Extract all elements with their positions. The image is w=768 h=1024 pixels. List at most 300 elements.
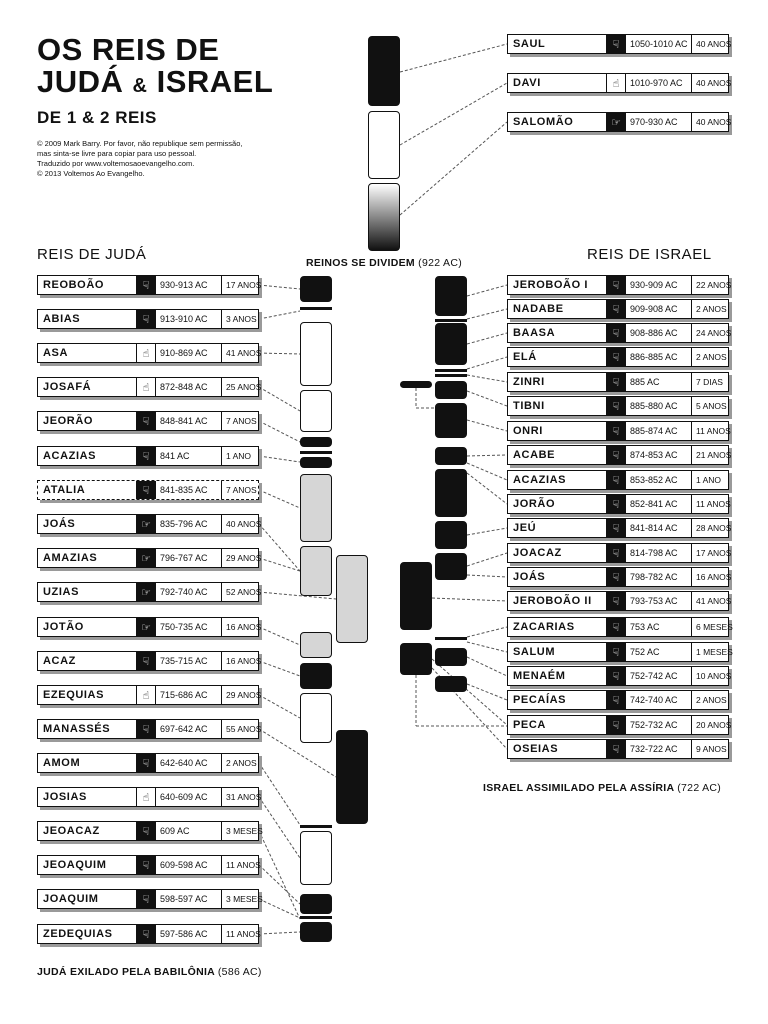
israel-timeline-bar bbox=[435, 469, 467, 517]
king-name: ACAZIAS bbox=[43, 450, 97, 462]
connector-line bbox=[467, 391, 507, 406]
king-name: ZINRI bbox=[513, 376, 545, 388]
reign-length: 11 ANOS bbox=[226, 929, 261, 939]
reign-dates: 796-767 AC bbox=[156, 549, 222, 567]
king-row-judah-4 bbox=[37, 411, 259, 431]
king-name: ZEDEQUIAS bbox=[43, 928, 113, 940]
credit-line: © 2009 Mark Barry. Por favor, não republique sem permissão, bbox=[37, 139, 243, 148]
reign-dates: 735-715 AC bbox=[156, 652, 222, 670]
thumbs-down-icon: ☟ bbox=[606, 592, 626, 610]
connector-line bbox=[259, 831, 300, 919]
reign-length: 29 ANOS bbox=[226, 690, 262, 700]
king-name: OSEIAS bbox=[513, 743, 559, 755]
judah-timeline-bar bbox=[300, 322, 332, 386]
king-name: EZEQUIAS bbox=[43, 689, 105, 701]
thumbs-down-icon: ☟ bbox=[606, 348, 626, 366]
king-row-judah-19 bbox=[37, 924, 259, 944]
credit-line: © 2013 Voltemos Ao Evangelho. bbox=[37, 169, 145, 178]
judah-timeline-bar bbox=[300, 457, 332, 468]
reign-length: 5 ANOS bbox=[696, 401, 727, 411]
thumbs-down-icon: ☟ bbox=[606, 324, 626, 342]
reign-length: 20 ANOS bbox=[696, 720, 732, 730]
israel-timeline-tick bbox=[435, 319, 467, 322]
king-name: JOÁS bbox=[43, 518, 76, 530]
king-row-united-2 bbox=[507, 112, 732, 132]
judah-timeline-bar bbox=[300, 474, 332, 542]
king-row-israel-2 bbox=[507, 323, 732, 343]
israel-timeline-tick bbox=[435, 369, 467, 372]
reign-length: 1 ANO bbox=[226, 451, 252, 461]
king-row-judah-12 bbox=[37, 685, 262, 705]
reign-length: 3 MESES bbox=[226, 894, 263, 904]
title-israel: ISRAEL bbox=[156, 64, 274, 99]
king-row-israel-18 bbox=[507, 715, 732, 735]
thumbs-down-icon: ☟ bbox=[136, 652, 156, 670]
connector-line bbox=[467, 375, 507, 382]
divided-year: (922 AC) bbox=[418, 257, 463, 269]
reign-dates: 609-598 AC bbox=[156, 856, 222, 874]
king-row-judah-15 bbox=[37, 787, 262, 807]
thumbs-down-icon: ☟ bbox=[606, 35, 626, 53]
thumbs-down-icon: ☟ bbox=[136, 447, 156, 465]
king-name: JEROBOÃO II bbox=[513, 595, 592, 607]
title-ampersand: & bbox=[132, 75, 148, 97]
reign-length: 11 ANOS bbox=[696, 426, 731, 436]
israel-timeline-bar bbox=[400, 562, 432, 630]
thumbs-down-icon: ☟ bbox=[606, 568, 626, 586]
king-row-united-1 bbox=[507, 73, 732, 93]
king-name: JEORÃO bbox=[43, 415, 94, 427]
king-row-judah-17 bbox=[37, 855, 259, 875]
reign-dates: 798-782 AC bbox=[626, 568, 692, 586]
israel-exile-year: (722 AC) bbox=[677, 782, 722, 794]
connector-line bbox=[467, 575, 507, 577]
israel-timeline-bar bbox=[435, 276, 467, 316]
reign-dates: 793-753 AC bbox=[626, 592, 692, 610]
thumbs-down-icon: ☟ bbox=[606, 544, 626, 562]
thumbs-down-icon: ☟ bbox=[606, 643, 626, 661]
reign-length: 40 ANOS bbox=[696, 39, 732, 49]
reign-dates: 852-841 AC bbox=[626, 495, 692, 513]
king-name: JOSAFÁ bbox=[43, 381, 92, 393]
king-name: ATALIA bbox=[43, 484, 86, 496]
king-name: JEOAQUIM bbox=[43, 859, 107, 871]
judah-timeline-bar bbox=[300, 390, 332, 432]
reign-dates: 597-586 AC bbox=[156, 925, 222, 943]
reign-dates: 848-841 AC bbox=[156, 412, 222, 430]
reign-dates: 853-852 AC bbox=[626, 471, 692, 489]
king-row-israel-11 bbox=[507, 543, 732, 563]
reign-length: 2 ANOS bbox=[696, 695, 727, 705]
king-name: JOÁS bbox=[513, 571, 546, 583]
reign-length: 2 ANOS bbox=[696, 304, 727, 314]
israel-timeline-tick bbox=[435, 637, 467, 640]
reign-dates: 872-848 AC bbox=[156, 378, 222, 396]
connector-line bbox=[467, 528, 507, 535]
reign-dates: 598-597 AC bbox=[156, 890, 222, 908]
divided-label: REINOS SE DIVIDEM bbox=[306, 257, 415, 269]
reign-length: 9 ANOS bbox=[696, 744, 727, 754]
reign-length: 3 MESES bbox=[226, 826, 263, 836]
reign-dates: 715-686 AC bbox=[156, 686, 222, 704]
reign-length: 25 ANOS bbox=[226, 382, 262, 392]
king-name: MANASSÉS bbox=[43, 723, 111, 735]
israel-timeline-bar bbox=[435, 381, 467, 399]
reign-length: 22 ANOS bbox=[696, 280, 732, 290]
king-row-israel-7 bbox=[507, 445, 732, 465]
king-name: UZIAS bbox=[43, 586, 79, 598]
king-row-israel-16 bbox=[507, 666, 732, 686]
judah-timeline-tick bbox=[300, 307, 332, 310]
king-row-judah-2 bbox=[37, 343, 262, 363]
connector-line bbox=[259, 627, 300, 645]
thumbs-up-icon: ☝ bbox=[136, 378, 156, 396]
reign-length: 40 ANOS bbox=[226, 519, 262, 529]
reign-dates: 885 AC bbox=[626, 373, 692, 391]
connector-line bbox=[467, 420, 507, 431]
judah-timeline-bar bbox=[300, 922, 332, 942]
king-row-israel-10 bbox=[507, 518, 732, 538]
israel-timeline-bar bbox=[435, 553, 467, 580]
reign-length: 11 ANOS bbox=[696, 499, 731, 509]
page-title bbox=[37, 34, 273, 102]
reign-length: 55 ANOS bbox=[226, 724, 262, 734]
thumbs-down-icon: ☟ bbox=[606, 716, 626, 734]
king-row-judah-6 bbox=[37, 480, 259, 500]
judah-timeline-bar bbox=[300, 546, 332, 596]
connector-line bbox=[259, 311, 300, 319]
king-row-israel-19 bbox=[507, 739, 729, 759]
israel-timeline-bar bbox=[435, 403, 467, 438]
connector-line bbox=[259, 456, 300, 462]
connector-line bbox=[259, 421, 300, 442]
judah-exile-year: (586 AC) bbox=[217, 966, 262, 978]
thumbs-up-icon: ☝ bbox=[136, 788, 156, 806]
thumbs-down-icon: ☟ bbox=[136, 856, 156, 874]
reign-length: 40 ANOS bbox=[696, 78, 732, 88]
thumbs-sideways-icon: ☞ bbox=[606, 113, 626, 131]
thumbs-down-icon: ☟ bbox=[606, 667, 626, 685]
reign-dates: 752-742 AC bbox=[626, 667, 692, 685]
israel-timeline-bar bbox=[435, 323, 467, 365]
connector-line bbox=[400, 122, 507, 215]
thumbs-down-icon: ☟ bbox=[136, 754, 156, 772]
reign-dates: 930-913 AC bbox=[156, 276, 222, 294]
king-row-israel-9 bbox=[507, 494, 729, 514]
king-row-judah-13 bbox=[37, 719, 262, 739]
israel-section-title: REIS DE ISRAEL bbox=[587, 246, 712, 263]
judah-timeline-bar bbox=[336, 730, 368, 824]
king-name: ACABE bbox=[513, 449, 556, 461]
connector-line bbox=[467, 333, 507, 344]
title-judah: JUDÁ bbox=[37, 64, 124, 99]
thumbs-down-icon: ☟ bbox=[606, 471, 626, 489]
israel-exile-note bbox=[483, 782, 721, 794]
reign-dates: 909-908 AC bbox=[626, 300, 692, 318]
king-row-judah-1 bbox=[37, 309, 259, 329]
reign-dates: 841-835 AC bbox=[156, 481, 222, 499]
reign-dates: 640-609 AC bbox=[156, 788, 222, 806]
king-row-judah-11 bbox=[37, 651, 262, 671]
thumbs-down-icon: ☟ bbox=[606, 397, 626, 415]
king-name: ACAZ bbox=[43, 655, 76, 667]
thumbs-down-icon: ☟ bbox=[606, 495, 626, 513]
thumbs-down-icon: ☟ bbox=[606, 446, 626, 464]
title-line-1: OS REIS DE bbox=[37, 32, 220, 67]
reign-dates: 814-798 AC bbox=[626, 544, 692, 562]
israel-timeline-bar bbox=[435, 447, 467, 465]
reign-length: 1 MESES bbox=[696, 647, 733, 657]
king-name: DAVI bbox=[513, 77, 541, 89]
reign-length: 16 ANOS bbox=[226, 622, 262, 632]
judah-timeline-bar bbox=[300, 437, 332, 447]
timeline-bar-davi bbox=[368, 111, 400, 179]
connector-line bbox=[259, 353, 300, 354]
reign-dates: 1050-1010 AC bbox=[626, 35, 692, 53]
israel-timeline-bar bbox=[400, 381, 432, 388]
reign-length: 40 ANOS bbox=[696, 117, 732, 127]
reign-dates: 885-880 AC bbox=[626, 397, 692, 415]
connector-line bbox=[432, 659, 507, 725]
reign-length: 11 ANOS bbox=[226, 860, 261, 870]
reign-length: 6 MESES bbox=[696, 622, 733, 632]
judah-timeline-bar bbox=[300, 693, 332, 743]
connector-line bbox=[432, 598, 507, 601]
king-name: ACAZIAS bbox=[513, 474, 567, 486]
reign-length: 41 ANOS bbox=[226, 348, 262, 358]
reign-length: 2 ANOS bbox=[696, 352, 727, 362]
king-name: ZACARIAS bbox=[513, 621, 575, 633]
king-name: PECAÍAS bbox=[513, 694, 567, 706]
connector-line bbox=[467, 684, 507, 700]
king-row-united-0 bbox=[507, 34, 732, 54]
thumbs-down-icon: ☟ bbox=[136, 276, 156, 294]
connector-line bbox=[467, 357, 507, 369]
king-row-israel-3 bbox=[507, 347, 729, 367]
king-row-israel-17 bbox=[507, 690, 729, 710]
reign-dates: 930-909 AC bbox=[626, 276, 692, 294]
connector-line bbox=[467, 642, 507, 652]
judah-timeline-bar bbox=[300, 831, 332, 885]
king-name: ELÁ bbox=[513, 351, 537, 363]
reign-dates: 910-869 AC bbox=[156, 344, 222, 362]
reign-dates: 753 AC bbox=[626, 618, 692, 636]
credit-line: mas sinta-se livre para copiar para uso pessoal. bbox=[37, 149, 197, 158]
connector-line bbox=[259, 387, 300, 411]
connector-line bbox=[259, 285, 300, 289]
king-name: SALOMÃO bbox=[513, 116, 574, 128]
king-name: JEÚ bbox=[513, 522, 537, 534]
king-row-judah-7 bbox=[37, 514, 262, 534]
judah-timeline-bar bbox=[300, 894, 332, 914]
king-name: AMAZIAS bbox=[43, 552, 98, 564]
judah-timeline-tick bbox=[300, 916, 332, 919]
thumbs-down-icon: ☟ bbox=[606, 422, 626, 440]
kingdom-divided-note bbox=[306, 257, 462, 269]
judah-timeline-tick bbox=[300, 451, 332, 454]
timeline-bar-saul bbox=[368, 36, 400, 106]
king-row-israel-14 bbox=[507, 617, 733, 637]
king-name: JOTÃO bbox=[43, 621, 84, 633]
connector-line bbox=[467, 285, 507, 296]
king-name: JOSIAS bbox=[43, 791, 87, 803]
thumbs-down-icon: ☟ bbox=[606, 740, 626, 758]
reign-dates: 885-874 AC bbox=[626, 422, 692, 440]
reign-length: 29 ANOS bbox=[226, 553, 262, 563]
king-name: JOAQUIM bbox=[43, 893, 99, 905]
reign-dates: 642-640 AC bbox=[156, 754, 222, 772]
connector-line bbox=[259, 932, 300, 934]
king-row-israel-8 bbox=[507, 470, 729, 490]
thumbs-down-icon: ☟ bbox=[136, 412, 156, 430]
reign-length: 52 ANOS bbox=[226, 587, 262, 597]
reign-dates: 874-853 AC bbox=[626, 446, 692, 464]
king-row-judah-18 bbox=[37, 889, 263, 909]
reign-dates: 1010-970 AC bbox=[626, 74, 692, 92]
king-name: REOBOÃO bbox=[43, 279, 105, 291]
israel-timeline-tick bbox=[435, 374, 467, 377]
king-name: ABIAS bbox=[43, 313, 81, 325]
king-name: SAUL bbox=[513, 38, 546, 50]
israel-timeline-bar bbox=[435, 521, 467, 549]
connector-line bbox=[259, 899, 300, 918]
thumbs-down-icon: ☟ bbox=[606, 691, 626, 709]
reign-length: 10 ANOS bbox=[696, 671, 732, 681]
connector-line bbox=[259, 865, 300, 904]
reign-length: 28 ANOS bbox=[696, 523, 732, 533]
credits bbox=[37, 139, 242, 179]
king-row-israel-0 bbox=[507, 275, 732, 295]
king-name: JOACAZ bbox=[513, 547, 562, 559]
reign-length: 1 ANO bbox=[696, 475, 722, 485]
king-row-israel-6 bbox=[507, 421, 729, 441]
thumbs-down-icon: ☟ bbox=[606, 373, 626, 391]
thumbs-down-icon: ☟ bbox=[606, 276, 626, 294]
thumbs-up-icon: ☝ bbox=[606, 74, 626, 92]
king-name: JEROBOÃO I bbox=[513, 279, 589, 291]
king-row-israel-13 bbox=[507, 591, 732, 611]
king-name: SALUM bbox=[513, 646, 556, 658]
king-row-israel-12 bbox=[507, 567, 732, 587]
thumbs-sideways-icon: ☞ bbox=[136, 549, 156, 567]
connector-line bbox=[467, 627, 507, 637]
king-name: ASA bbox=[43, 347, 69, 359]
king-name: MENAÉM bbox=[513, 670, 566, 682]
reign-dates: 732-722 AC bbox=[626, 740, 692, 758]
connector-line bbox=[259, 695, 300, 718]
reign-dates: 841-814 AC bbox=[626, 519, 692, 537]
judah-exile-note bbox=[37, 966, 262, 978]
reign-dates: 970-930 AC bbox=[626, 113, 692, 131]
reign-dates: 742-740 AC bbox=[626, 691, 692, 709]
reign-dates: 886-885 AC bbox=[626, 348, 692, 366]
king-name: AMOM bbox=[43, 757, 81, 769]
title-line-2 bbox=[37, 66, 273, 102]
thumbs-sideways-icon: ☞ bbox=[136, 618, 156, 636]
reign-length: 21 ANOS bbox=[696, 450, 732, 460]
judah-exile-label: JUDÁ EXILADO PELA BABILÔNIA bbox=[37, 966, 215, 978]
connector-line bbox=[259, 490, 300, 508]
thumbs-down-icon: ☟ bbox=[606, 519, 626, 537]
reign-dates: 908-886 AC bbox=[626, 324, 692, 342]
reign-dates: 752 AC bbox=[626, 643, 692, 661]
connector-line bbox=[259, 524, 300, 571]
israel-timeline-bar bbox=[435, 676, 467, 692]
page-subtitle: DE 1 & 2 REIS bbox=[37, 108, 157, 127]
judah-timeline-bar bbox=[336, 555, 368, 643]
connector-line bbox=[467, 309, 507, 319]
judah-section-title: REIS DE JUDÁ bbox=[37, 246, 147, 263]
thumbs-down-icon: ☟ bbox=[136, 925, 156, 943]
king-name: JEOACAZ bbox=[43, 825, 100, 837]
reign-length: 17 ANOS bbox=[226, 280, 262, 290]
king-row-israel-15 bbox=[507, 642, 733, 662]
thumbs-down-icon: ☟ bbox=[136, 481, 156, 499]
israel-timeline-bar bbox=[435, 648, 467, 666]
reign-length: 41 ANOS bbox=[696, 596, 732, 606]
king-row-judah-5 bbox=[37, 446, 259, 466]
israel-timeline-bar bbox=[400, 643, 432, 675]
credit-line: Traduzido por www.voltemosaoevangelho.com. bbox=[37, 159, 195, 168]
reign-dates: 752-732 AC bbox=[626, 716, 692, 734]
timeline-bar-salomao bbox=[368, 183, 400, 251]
king-name: PECA bbox=[513, 719, 546, 731]
thumbs-down-icon: ☟ bbox=[606, 300, 626, 318]
connector-line bbox=[259, 558, 300, 571]
thumbs-down-icon: ☟ bbox=[606, 618, 626, 636]
thumbs-sideways-icon: ☞ bbox=[136, 583, 156, 601]
connector-line bbox=[467, 553, 507, 566]
judah-timeline-tick bbox=[300, 825, 332, 828]
reign-length: 7 DIAS bbox=[696, 377, 723, 387]
reign-length: 24 ANOS bbox=[696, 328, 732, 338]
connector-line bbox=[467, 657, 507, 676]
king-row-israel-5 bbox=[507, 396, 729, 416]
judah-timeline-bar bbox=[300, 276, 332, 302]
reign-length: 7 ANOS bbox=[226, 485, 257, 495]
reign-dates: 792-740 AC bbox=[156, 583, 222, 601]
king-row-israel-1 bbox=[507, 299, 729, 319]
thumbs-down-icon: ☟ bbox=[136, 822, 156, 840]
king-name: NADABE bbox=[513, 303, 564, 315]
king-name: BAASA bbox=[513, 327, 556, 339]
connector-line bbox=[259, 661, 300, 676]
reign-dates: 697-642 AC bbox=[156, 720, 222, 738]
king-name: ONRI bbox=[513, 425, 543, 437]
king-row-judah-10 bbox=[37, 617, 262, 637]
king-name: JORÃO bbox=[513, 498, 556, 510]
king-name: TIBNI bbox=[513, 400, 545, 412]
judah-timeline-bar bbox=[300, 663, 332, 689]
connector-line bbox=[259, 797, 300, 858]
israel-exile-label: ISRAEL ASSIMILADO PELA ASSÍRIA bbox=[483, 782, 675, 794]
reign-length: 16 ANOS bbox=[226, 656, 262, 666]
king-row-judah-9 bbox=[37, 582, 262, 602]
reign-dates: 835-796 AC bbox=[156, 515, 222, 533]
thumbs-sideways-icon: ☞ bbox=[136, 515, 156, 533]
thumbs-down-icon: ☟ bbox=[136, 310, 156, 328]
king-row-judah-0 bbox=[37, 275, 262, 295]
reign-length: 16 ANOS bbox=[696, 572, 732, 582]
reign-dates: 609 AC bbox=[156, 822, 222, 840]
thumbs-down-icon: ☟ bbox=[136, 720, 156, 738]
judah-timeline-bar bbox=[300, 632, 332, 658]
connector-line bbox=[400, 44, 507, 72]
thumbs-up-icon: ☝ bbox=[136, 686, 156, 704]
thumbs-up-icon: ☝ bbox=[136, 344, 156, 362]
reign-length: 3 ANOS bbox=[226, 314, 257, 324]
reign-dates: 913-910 AC bbox=[156, 310, 222, 328]
